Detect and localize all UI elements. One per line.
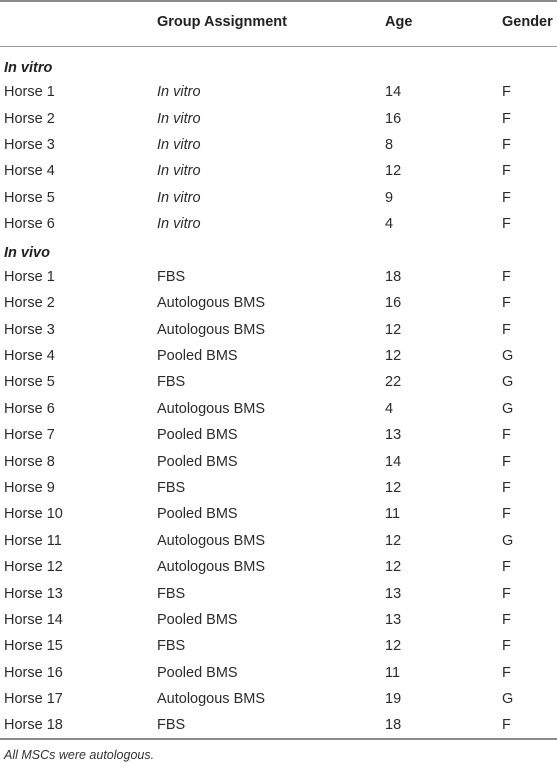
- cell-group-assignment: FBS: [157, 585, 186, 602]
- table-row: [0, 580, 557, 606]
- cell-horse: Horse 4: [4, 163, 55, 180]
- table-row: [0, 264, 557, 290]
- header-horse: [0, 1, 153, 46]
- table-row: [0, 554, 557, 580]
- cell-horse: Horse 6: [4, 216, 55, 233]
- cell-gender: F: [502, 189, 511, 206]
- cell-group-assignment: FBS: [157, 480, 186, 497]
- table-row: [0, 712, 557, 738]
- header-group-assignment: Group Assignment: [153, 1, 381, 46]
- section-label: In vivo: [4, 244, 50, 261]
- cell-age: 12: [385, 559, 402, 576]
- cell-group-assignment: Pooled BMS: [157, 348, 238, 365]
- cell-group-assignment: Pooled BMS: [157, 427, 238, 444]
- table-row: [0, 607, 557, 633]
- cell-age: 11: [385, 664, 401, 681]
- cell-group-assignment: In vitro: [157, 136, 201, 153]
- cell-horse: Horse 17: [4, 691, 63, 708]
- cell-gender: F: [502, 559, 511, 576]
- cell-horse: Horse 1: [4, 84, 55, 101]
- cell-group-assignment: Pooled BMS: [157, 506, 238, 523]
- cell-gender: F: [502, 295, 511, 312]
- cell-horse: Horse 13: [4, 585, 63, 602]
- cell-gender: F: [502, 638, 511, 655]
- header-row: [0, 1, 557, 46]
- table-row: [0, 317, 557, 343]
- cell-group-assignment: Autologous BMS: [157, 691, 266, 708]
- cell-age: 13: [385, 427, 402, 444]
- cell-horse: Horse 1: [4, 268, 55, 285]
- cell-horse: Horse 10: [4, 506, 63, 523]
- cell-group-assignment: FBS: [153, 712, 381, 738]
- cell-age: 4: [385, 216, 394, 233]
- cell-horse: Horse 15: [4, 638, 63, 655]
- table-row: [0, 369, 557, 395]
- cell-age: 16: [385, 110, 402, 127]
- cell-group-assignment: Autologous BMS: [157, 321, 266, 338]
- cell-gender: F: [502, 321, 511, 338]
- cell-age: 18: [385, 268, 402, 285]
- cell-gender: F: [502, 585, 511, 602]
- cell-gender: G: [502, 374, 514, 391]
- cell-age: 13: [385, 585, 402, 602]
- table-row: [0, 660, 557, 686]
- cell-horse: Horse 9: [4, 480, 55, 497]
- table-header: [0, 1, 557, 46]
- cell-group-assignment: Pooled BMS: [157, 612, 238, 628]
- cell-group-assignment: Pooled BMS: [157, 453, 238, 470]
- table-row: [0, 290, 557, 316]
- cell-gender: G: [502, 400, 514, 417]
- header-gender: Gender: [498, 1, 557, 46]
- cell-age: 12: [385, 532, 402, 549]
- cell-gender: G: [502, 348, 514, 365]
- cell-gender: F: [502, 84, 511, 101]
- section-label: In vitro: [4, 60, 53, 76]
- cell-group-assignment: Autologous BMS: [157, 532, 266, 549]
- table-row: [0, 633, 557, 659]
- table-row: [0, 343, 557, 369]
- cell-group-assignment: In vitro: [157, 163, 201, 180]
- table-row: [0, 528, 557, 554]
- cell-group-assignment: In vitro: [157, 189, 201, 206]
- cell-group-assignment: Autologous BMS: [157, 400, 266, 417]
- cell-group-assignment: In vitro: [157, 84, 201, 101]
- cell-age: 12: [385, 163, 402, 180]
- header-age: Age: [381, 1, 498, 46]
- cell-age: 14: [385, 84, 402, 101]
- cell-gender: F: [502, 136, 511, 153]
- cell-gender: F: [502, 664, 511, 681]
- cell-age: 16: [385, 295, 402, 312]
- cell-gender: G: [502, 532, 514, 549]
- cell-gender: F: [502, 163, 511, 180]
- cell-age: 12: [385, 348, 402, 365]
- table-body: [0, 46, 557, 739]
- cell-group-assignment: FBS: [157, 638, 186, 655]
- cell-horse: Horse 2: [4, 295, 55, 312]
- table-row: [0, 501, 557, 527]
- cell-gender: F: [502, 110, 511, 127]
- cell-gender: F: [502, 506, 511, 523]
- table-row: [0, 105, 557, 131]
- cell-horse: Horse 5: [4, 374, 55, 391]
- cell-horse: Horse 16: [4, 664, 63, 681]
- cell-horse: Horse 12: [4, 559, 63, 576]
- cell-group-assignment: Autologous BMS: [157, 295, 266, 312]
- cell-horse: Horse 2: [4, 110, 55, 127]
- table-row: [0, 448, 557, 474]
- table-row: [0, 211, 557, 237]
- cell-gender: F: [498, 712, 557, 738]
- table-footnote: All MSCs were autologous.: [4, 748, 155, 762]
- section-header-row: [0, 46, 557, 79]
- cell-horse: Horse 7: [4, 427, 55, 444]
- cell-gender: F: [502, 268, 511, 285]
- table-row: [0, 185, 557, 211]
- cell-gender: F: [502, 216, 511, 233]
- cell-age: 13: [385, 612, 402, 628]
- cell-age: 12: [385, 321, 402, 338]
- cell-age: 18: [381, 712, 498, 738]
- cell-group-assignment: FBS: [157, 268, 186, 285]
- cell-gender: F: [502, 480, 511, 497]
- cell-age: 14: [385, 453, 402, 470]
- table-row: [0, 132, 557, 158]
- cell-horse: Horse 6: [4, 400, 55, 417]
- cell-horse: Horse 3: [4, 136, 55, 153]
- cell-group-assignment: Autologous BMS: [157, 559, 266, 576]
- cell-gender: F: [502, 427, 511, 444]
- cell-age: 8: [385, 136, 394, 153]
- table-row: [0, 686, 557, 712]
- cell-age: 11: [385, 506, 401, 523]
- cell-age: 12: [385, 480, 402, 497]
- cell-gender: F: [502, 453, 511, 470]
- table-row: [0, 158, 557, 184]
- cell-horse: Horse 11: [4, 532, 62, 549]
- cell-age: 9: [385, 189, 394, 206]
- cell-horse: Horse 4: [4, 348, 55, 365]
- cell-horse: Horse 3: [4, 321, 55, 338]
- cell-age: 4: [385, 400, 394, 417]
- cell-group-assignment: In vitro: [157, 110, 201, 127]
- cell-age: 12: [385, 638, 402, 655]
- cell-horse: Horse 8: [4, 453, 55, 470]
- section-header-row: [0, 237, 557, 263]
- cell-gender: F: [502, 612, 511, 628]
- table-row: [0, 475, 557, 501]
- table-row: [0, 79, 557, 105]
- cell-horse: Horse 5: [4, 189, 55, 206]
- table-row: [0, 422, 557, 448]
- cell-group-assignment: In vitro: [157, 216, 201, 233]
- cell-group-assignment: Pooled BMS: [157, 664, 238, 681]
- table-row: [0, 396, 557, 422]
- cell-group-assignment: FBS: [157, 374, 186, 391]
- cell-horse: Horse 14: [4, 612, 63, 628]
- cell-age: 19: [385, 691, 402, 708]
- cell-age: 22: [385, 374, 402, 391]
- cell-horse: Horse 18: [0, 712, 153, 738]
- cell-gender: G: [502, 691, 514, 708]
